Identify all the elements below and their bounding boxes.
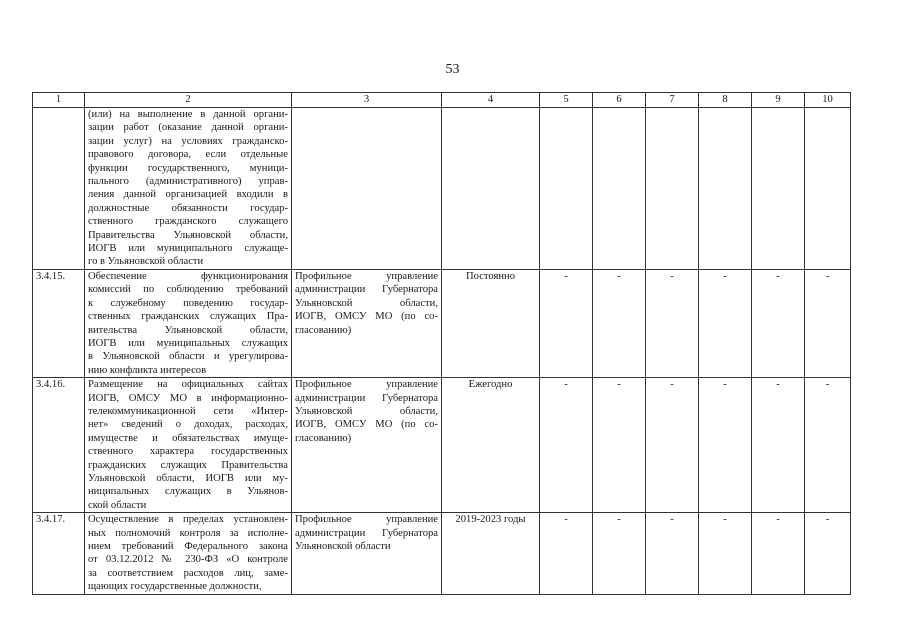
row-term: 2019-2023 годы bbox=[442, 513, 540, 594]
text-line: гласованию) bbox=[295, 324, 352, 336]
column-header: 7 bbox=[646, 93, 699, 108]
row-cell-c8: - bbox=[699, 378, 752, 513]
row-cell bbox=[593, 108, 646, 270]
row-cell bbox=[540, 108, 593, 270]
row-description bbox=[85, 269, 292, 377]
row-cell-c7: - bbox=[646, 513, 699, 594]
row-cell-c6: - bbox=[593, 269, 646, 377]
row-cell-c5: - bbox=[540, 378, 593, 513]
text-line: нет» сведений о доходах, расходах, bbox=[88, 419, 288, 431]
table-row bbox=[33, 378, 851, 513]
column-header: 8 bbox=[699, 93, 752, 108]
text-line: Ульяновской области bbox=[295, 541, 391, 552]
row-term: Постоянно bbox=[442, 269, 540, 377]
text-line: гласованию) bbox=[295, 432, 352, 444]
column-header: 6 bbox=[593, 93, 646, 108]
row-number: 3.4.17. bbox=[33, 513, 85, 594]
text-line: ственных гражданских служащих Пра- bbox=[88, 311, 288, 323]
row-cell-c9: - bbox=[752, 378, 805, 513]
text-line: Ульяновской области, bbox=[295, 405, 438, 417]
text-line: ИОГВ, ОМСУ МО (по со- bbox=[295, 419, 438, 431]
text-line: ления данной организацией входили в bbox=[88, 189, 288, 201]
text-line: телекоммуникационной сети «Интер- bbox=[88, 405, 288, 417]
text-line: администрации Губернатора bbox=[295, 284, 438, 296]
row-cell-c10: - bbox=[805, 269, 851, 377]
row-cell bbox=[805, 108, 851, 270]
text-line: ИОГВ, ОМСУ МО (по со- bbox=[295, 311, 438, 323]
text-line: за соответствием расходов лиц, заме- bbox=[88, 567, 288, 579]
text-line: имуществе и обязательствах имуще- bbox=[88, 432, 288, 444]
column-header: 1 bbox=[33, 93, 85, 108]
column-header: 2 bbox=[85, 93, 292, 108]
text-line: в Ульяновской области и урегулирова- bbox=[88, 351, 288, 363]
text-line: (или) на выполнение в данной органи- bbox=[88, 109, 288, 120]
text-line: го в Ульяновской области bbox=[88, 256, 204, 268]
row-description bbox=[85, 108, 292, 270]
row-executor bbox=[292, 378, 442, 513]
text-line: Обеспечение функционирования bbox=[88, 270, 288, 282]
text-line: Правительства Ульяновской области, bbox=[88, 229, 288, 241]
row-description bbox=[85, 513, 292, 594]
text-line: вительства Ульяновской области, bbox=[88, 324, 288, 336]
row-cell-c5: - bbox=[540, 513, 593, 594]
text-line: нию конфликта интересов bbox=[88, 364, 207, 376]
text-line: зации работ (оказание данной органи- bbox=[88, 122, 288, 134]
text-line: от 03.12.2012 № 230-ФЗ «О контроле bbox=[88, 554, 288, 566]
text-line: ных полномочий контроля за исполне- bbox=[88, 527, 288, 539]
row-cell-c10: - bbox=[805, 378, 851, 513]
text-line: комиссий по соблюдению требований bbox=[88, 284, 288, 296]
row-cell-c6: - bbox=[593, 513, 646, 594]
text-line: Профильное управление bbox=[295, 379, 438, 391]
column-header: 3 bbox=[292, 93, 442, 108]
row-cell-c6: - bbox=[593, 378, 646, 513]
row-cell-c7: - bbox=[646, 378, 699, 513]
table-row bbox=[33, 513, 851, 594]
row-cell-c8: - bbox=[699, 269, 752, 377]
row-description bbox=[85, 378, 292, 513]
column-header: 5 bbox=[540, 93, 593, 108]
row-cell bbox=[752, 108, 805, 270]
row-number: 3.4.16. bbox=[33, 378, 85, 513]
row-term bbox=[442, 108, 540, 270]
text-line: функции государственного, муници- bbox=[88, 162, 288, 174]
row-cell bbox=[699, 108, 752, 270]
row-number bbox=[33, 108, 85, 270]
text-line: должностные обязанности государ- bbox=[88, 202, 288, 214]
text-line: Профильное управление bbox=[295, 270, 438, 282]
table-row bbox=[33, 269, 851, 377]
row-cell-c9: - bbox=[752, 513, 805, 594]
row-cell-c7: - bbox=[646, 269, 699, 377]
text-line: ниципальных служащих в Ульянов- bbox=[88, 486, 288, 498]
text-line: администрации Губернатора bbox=[295, 527, 438, 539]
text-line: ственного гражданского служащего bbox=[88, 216, 288, 228]
row-cell bbox=[646, 108, 699, 270]
text-line: Ульяновской области, ИОГВ или му- bbox=[88, 472, 288, 484]
row-executor bbox=[292, 513, 442, 594]
plan-table bbox=[32, 92, 851, 595]
continuation-row bbox=[33, 108, 851, 270]
row-executor bbox=[292, 269, 442, 377]
text-line: администрации Губернатора bbox=[295, 392, 438, 404]
row-number: 3.4.15. bbox=[33, 269, 85, 377]
column-header: 10 bbox=[805, 93, 851, 108]
text-line: гражданских служащих Правительства bbox=[88, 459, 288, 471]
text-line: ИОГВ, ОМСУ МО в информационно- bbox=[88, 392, 288, 404]
row-term: Ежегодно bbox=[442, 378, 540, 513]
text-line: Профильное управление bbox=[295, 514, 438, 526]
text-line: ИОГВ или муниципальных служащих bbox=[88, 337, 288, 349]
text-line: к служебному поведению государ- bbox=[88, 297, 288, 309]
text-line: правового договора, если отдельные bbox=[88, 149, 288, 161]
text-line: ственного характера государственных bbox=[88, 446, 288, 458]
column-header: 9 bbox=[752, 93, 805, 108]
text-line: Размещение на официальных сайтах bbox=[88, 379, 288, 391]
header-row bbox=[33, 93, 851, 108]
text-line: пального (административного) управ- bbox=[88, 176, 288, 188]
column-header: 4 bbox=[442, 93, 540, 108]
page-number: 53 bbox=[445, 62, 460, 77]
text-line: нием требований Федерального закона bbox=[88, 541, 288, 552]
text-line: Осуществление в пределах установлен- bbox=[88, 514, 288, 526]
text-line: зации услуг) на условиях гражданско- bbox=[88, 135, 288, 147]
text-line: Ульяновской области, bbox=[295, 297, 438, 309]
text-line: ской области bbox=[88, 499, 147, 511]
row-cell-c10: - bbox=[805, 513, 851, 594]
row-cell-c9: - bbox=[752, 269, 805, 377]
text-line: щающих государственные должности, bbox=[88, 581, 262, 593]
row-executor bbox=[292, 108, 442, 270]
row-cell-c8: - bbox=[699, 513, 752, 594]
row-cell-c5: - bbox=[540, 269, 593, 377]
text-line: ИОГВ или муниципального служаще- bbox=[88, 243, 288, 255]
